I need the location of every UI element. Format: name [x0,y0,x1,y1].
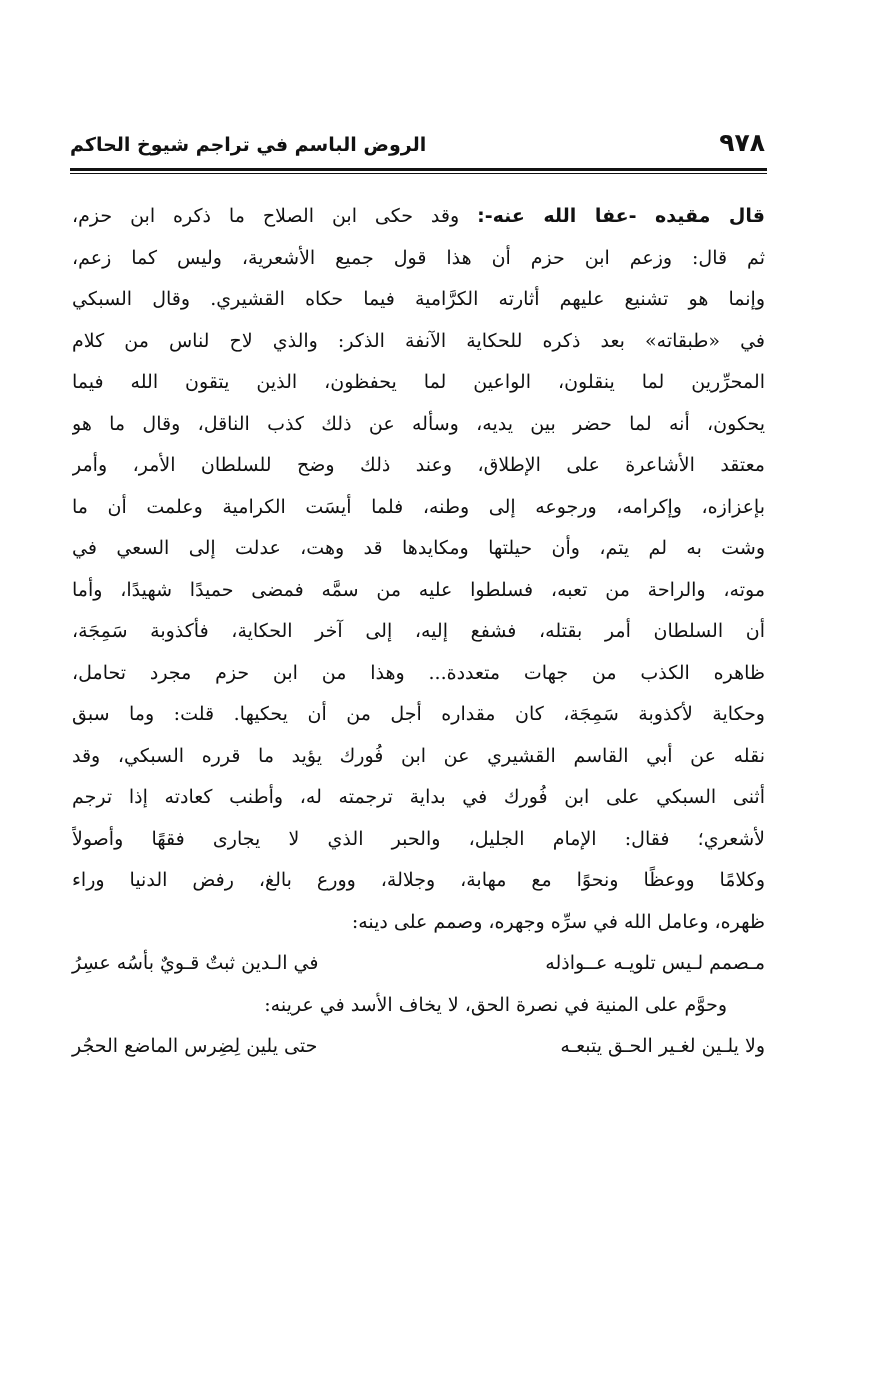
text-line: وإنما هو تشنيع عليهم أثارته الكرَّامية فيما حكاه القشيري. وقال السبكي [72,288,765,310]
text-line: وحوَّم على المنية في نصرة الحق، لا يخاف الأسد في عرينه: [264,993,727,1016]
running-title: الروض الباسم في تراجم شيوخ الحاكم [70,134,427,156]
text-line: لأشعري؛ فقال: الإمام الجليل، والحبر الذي لا يجارى فقهًا وأصولاً [72,827,765,850]
text-line [72,196,765,238]
verse-1-second-hemistich: في الـدين ثبتٌ قـويٌ بأسُه عسِرُ [72,952,319,974]
verse-2-second-hemistich: حتى يلين لِضِرس الماضع الحجُر [72,1035,318,1057]
text-line: أثنى السبكي على ابن فُورك في بداية ترجمته له، وأطنب كعادته إذا ترجم [72,786,765,808]
text-line: معتقد الأشاعرة على الإطلاق، وعند ذلك وضح للسلطان الأمر، وأمر [72,454,765,476]
page-number: ٩٧٨ [719,128,765,157]
poetry-verse-1 [72,943,765,985]
text-line: بإعزازه، وإكرامه، ورجوعه إلى وطنه، فلما أيسَت الكرامية وعلمت أن ما [72,495,765,518]
header-rule-thin [70,173,767,174]
text-line: يحكون، أنه لما حضر بين يديه، وسأله عن ذلك كذب الناقل، وقال ما هو [72,412,765,435]
page-header [70,126,765,166]
text-line: أن السلطان أمر بقتله، فشفع إليه، إلى آخر الحكاية، فأكذوبة سَمِجَة، [72,620,765,642]
text-line: ظهره، وعامل الله في سرِّه وجهره، وصمم على دينه: [351,910,765,933]
text-line: وحكاية لأكذوبة سَمِجَة، كان مقداره أجل من أن يحكيها. قلت: وما سبق [72,703,765,725]
text-line: وشت به لم يتم، وأن حيلتها ومكايدها قد وهت، عدلت إلى السعي في [72,537,765,559]
text-line: ثم قال: وزعم ابن حزم أن هذا قول جميع الأشعرية، وليس كما زعم، [72,246,765,269]
text-line: المحرِّرين لما ينقلون، الواعين لما يحفظون، الذين يتقون الله فيما [72,371,765,393]
text-line: موته، والراحة من تعبه، فسلطوا عليه من سمَّه فمضى حميدًا شهيدًا، وأما [72,578,765,601]
poetry-verse-2 [72,1026,765,1068]
text-line: وكلامًا ووعظًا ونحوًا مع مهابة، وجلالة، وورع بالغ، رفض الدنيا وراء [72,869,765,891]
verse-1-first-hemistich: مـصمم لـيس تلويـه عــواذله [545,952,765,974]
text-line: ظاهره الكذب من جهات متعددة... وهذا من ابن حزم مجرد تحامل، [72,661,765,684]
text-line-content: وقد حكى ابن الصلاح ما ذكره ابن حزم، [72,205,460,227]
verse-2-first-hemistich: ولا يلـين لغـير الحـق يتبعـه [560,1035,765,1057]
main-text [72,196,765,1068]
header-rule-thick [70,168,767,171]
text-line: في «طبقاته» بعد ذكره للحكاية الآنفة الذكر: والذي لاح لناس من كلام [72,329,765,352]
text-line: نقله عن أبي القاسم القشيري عن ابن فُورك يؤيد ما قرره السبكي، وقد [72,744,765,767]
author-note-lead: قال مقيده -عفا الله عنه-: [477,205,765,227]
